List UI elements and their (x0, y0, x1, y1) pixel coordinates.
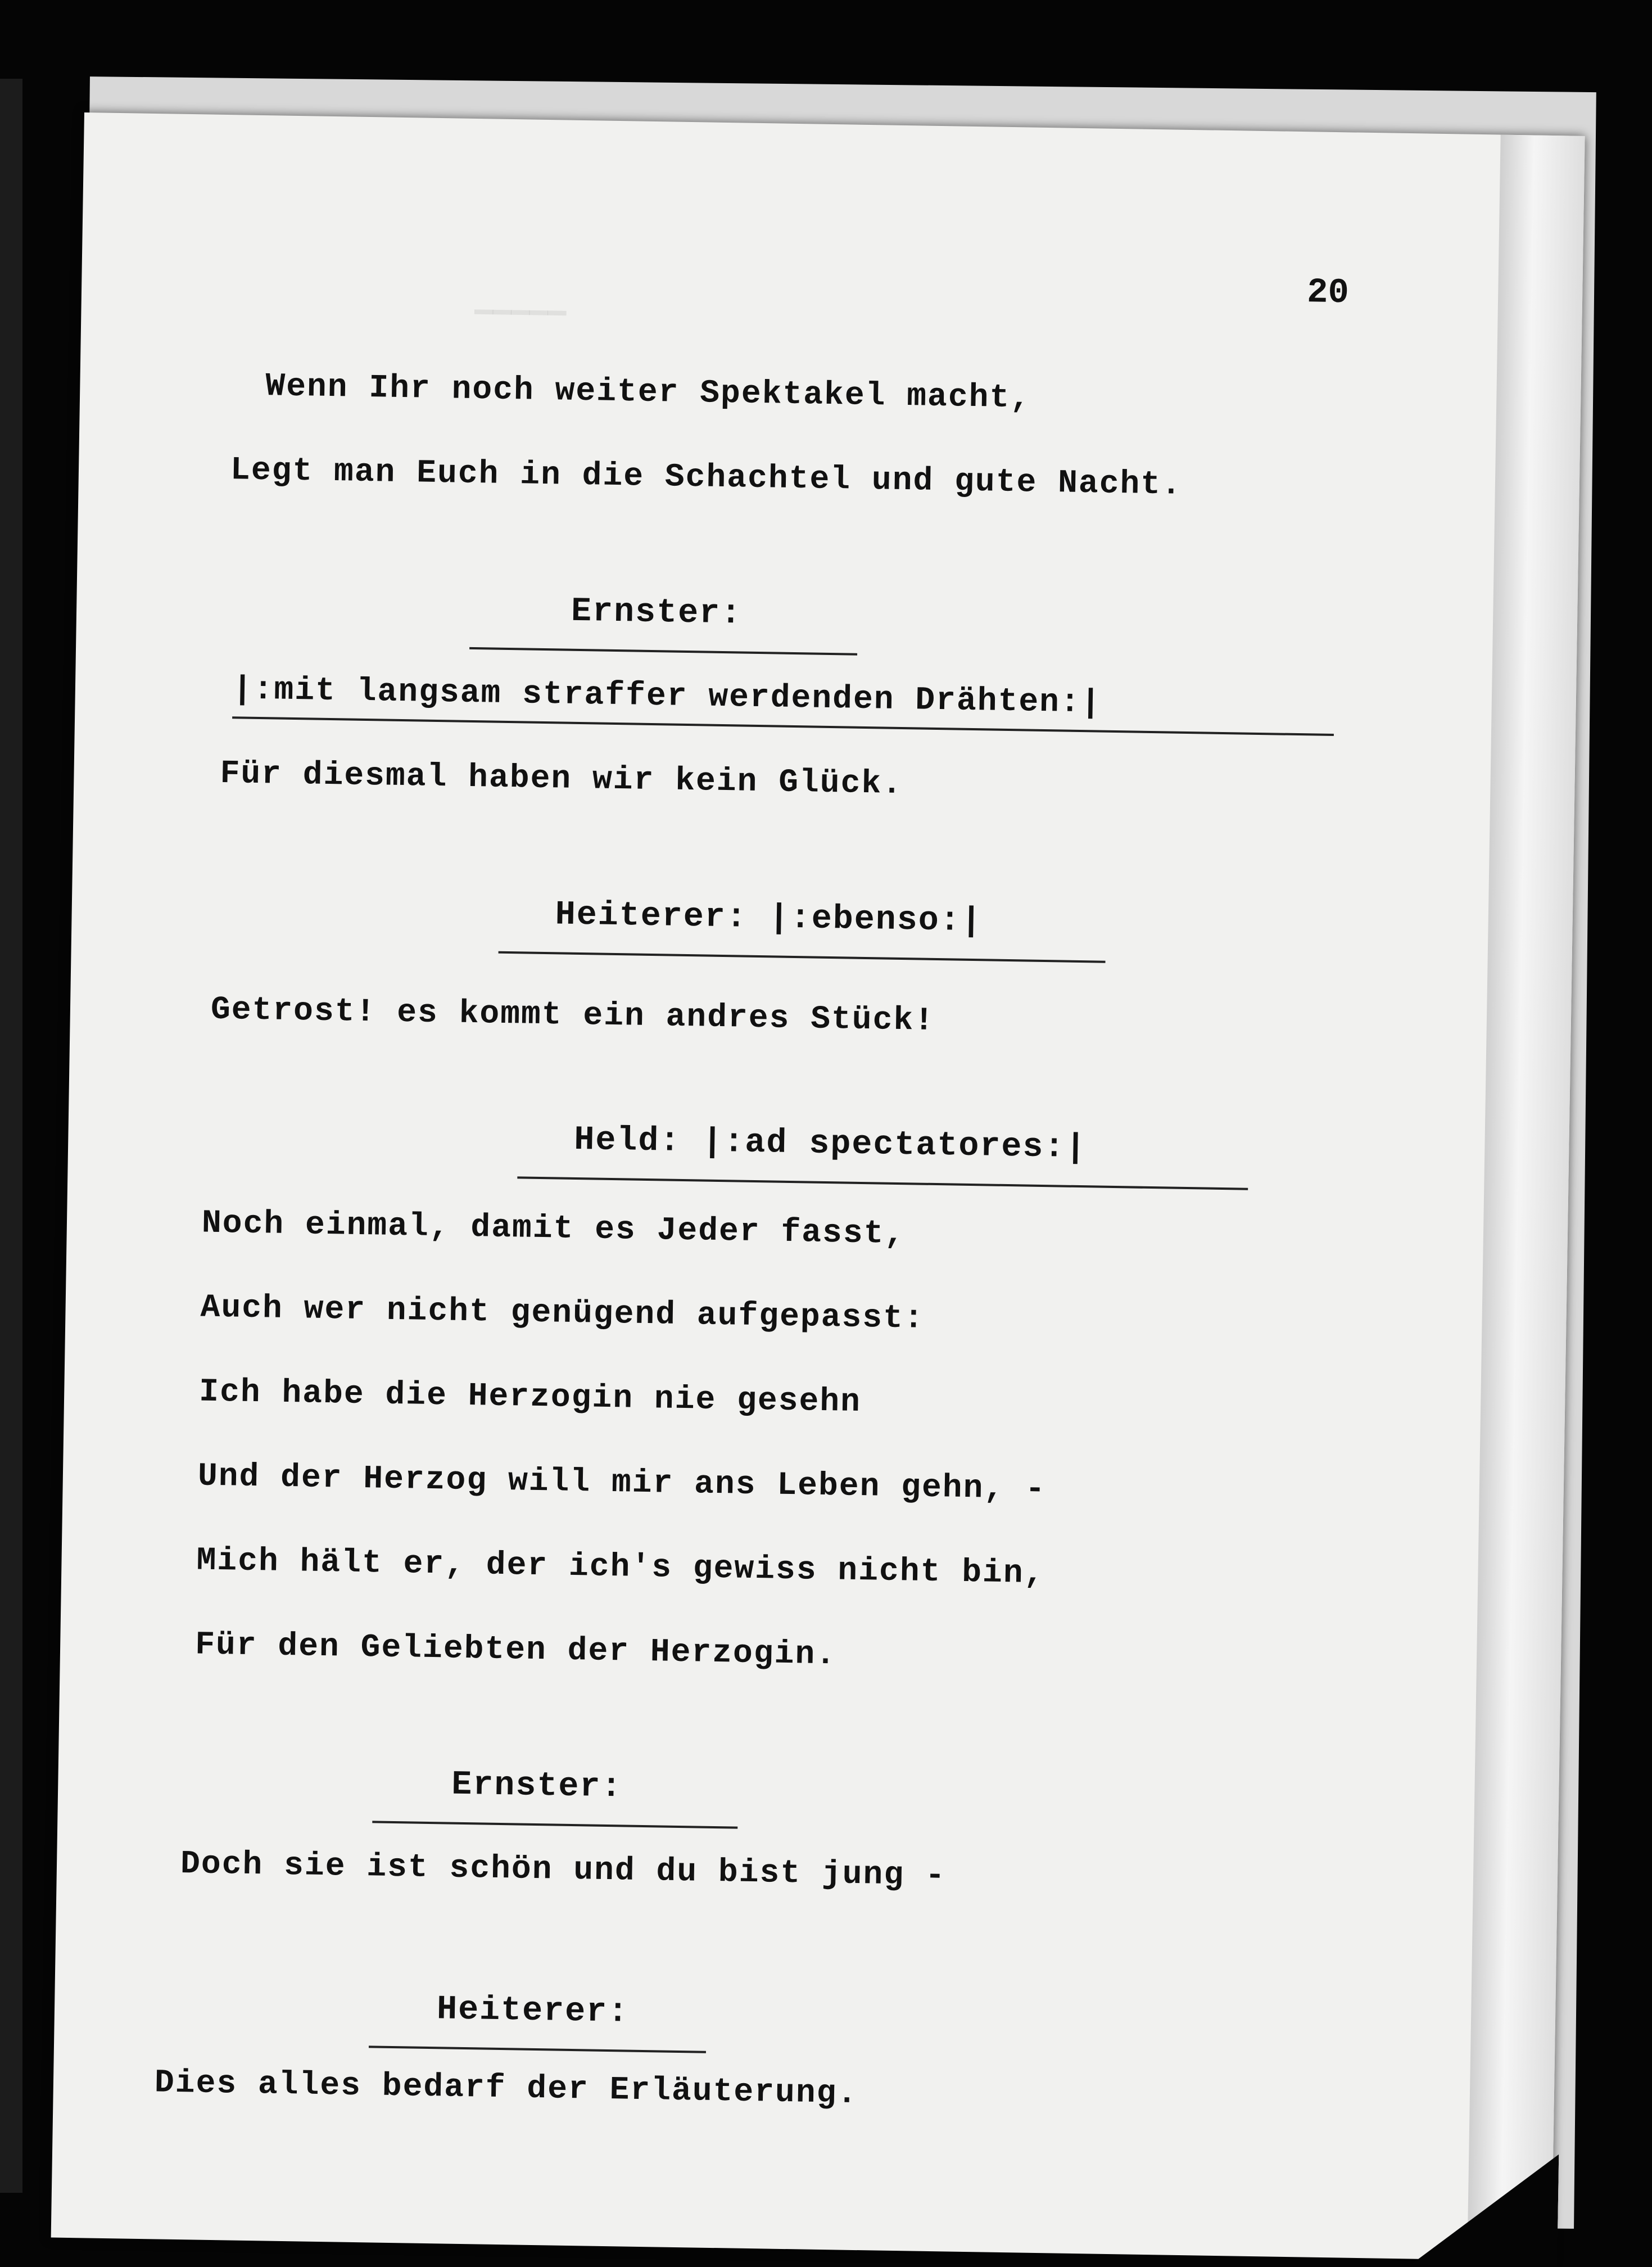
verse-line: Doch sie ist schön und du bist jung - (180, 1846, 947, 1895)
speaker-heading: Ernster: (571, 592, 743, 634)
page-number: 20 (1306, 272, 1350, 313)
heading-underline (372, 1821, 737, 1828)
verse-line: Dies alles bedarf der Erläuterung. (154, 2065, 858, 2113)
verse-line: Für diesmal haben wir kein Glück. (220, 755, 903, 803)
stage-direction: |:mit langsam straffer werdenden Drähten:| (232, 671, 1102, 722)
verse-line: Legt man Euch in die Schachtel und gute Nacht. (230, 452, 1183, 504)
heading-underline (369, 2045, 706, 2053)
scan-edge-left (0, 79, 22, 2193)
heading-underline (517, 1176, 1248, 1190)
document-page (51, 112, 1585, 2261)
speaker-heading: Heiterer: (436, 1990, 630, 2032)
verse-line: Und der Herzog will mir ans Leben gehn, - (197, 1458, 1047, 1509)
heading-underline (499, 951, 1106, 963)
verse-line: Noch einmal, damit es Jeder fasst, (201, 1205, 906, 1253)
verse-line: Wenn Ihr noch weiter Spektakel macht, (265, 368, 1031, 417)
verse-line: Auch wer nicht genügend aufgepasst: (200, 1289, 925, 1338)
speaker-heading: Ernster: (451, 1765, 623, 1807)
speaker-heading: Heiterer: |:ebenso:| (555, 896, 983, 941)
direction-underline (232, 716, 1334, 736)
bleed-through-text: ▔▔▔▔▔ (474, 313, 567, 349)
verse-line: Mich hält er, der ich's gewiss nicht bin, (196, 1542, 1045, 1593)
verse-line: Ich habe die Herzogin nie gesehn (198, 1374, 862, 1421)
heading-underline (469, 647, 857, 656)
verse-line: Für den Geliebten der Herzogin. (194, 1627, 837, 1674)
speaker-heading: Held: |:ad spectatores:| (573, 1121, 1087, 1168)
verse-line: Getrost! es kommt ein andres Stück! (210, 991, 935, 1040)
